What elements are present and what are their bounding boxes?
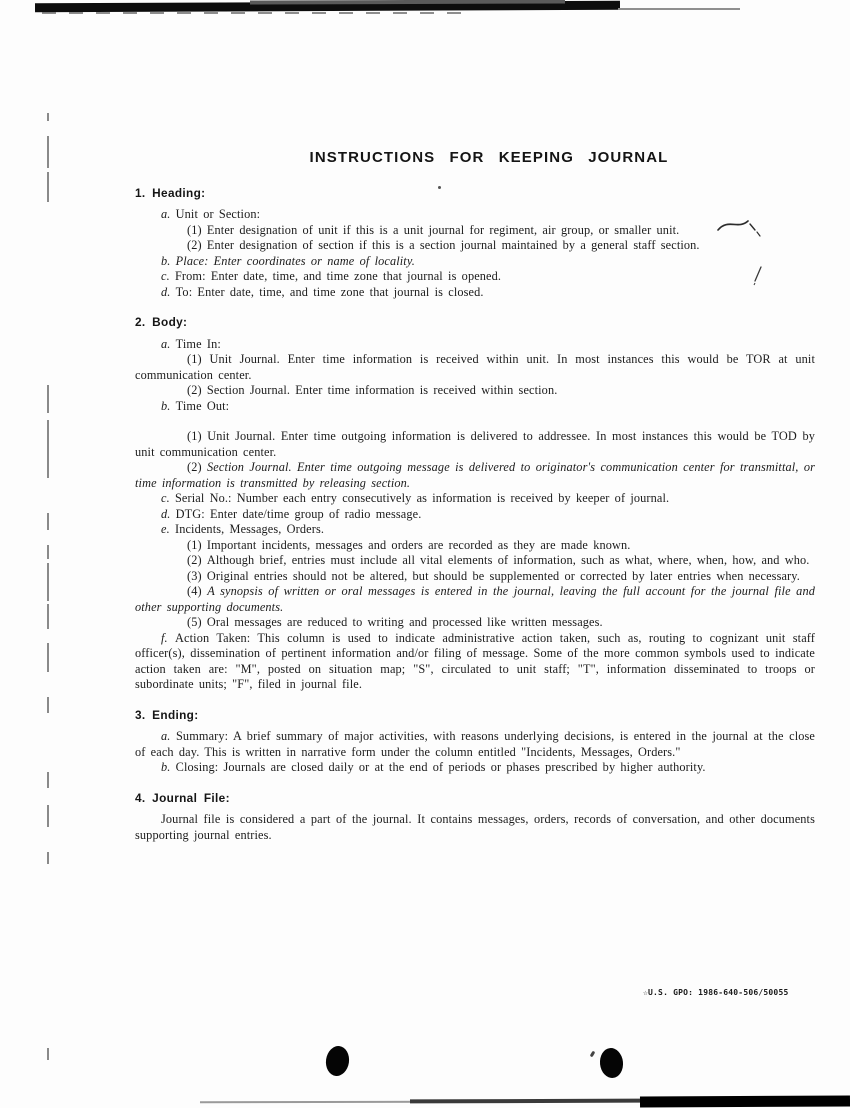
gpo-imprint: ☆U.S. GPO: 1986-640-506/50055 xyxy=(643,988,789,997)
scan-mark xyxy=(47,805,49,827)
scan-mark xyxy=(47,513,49,530)
paragraph-marker: a. xyxy=(161,336,171,351)
scan-bottom-line xyxy=(410,1099,660,1104)
section-heading: 1. Heading: xyxy=(135,185,206,200)
paragraph-marker: (3) xyxy=(187,568,202,583)
scan-mark xyxy=(47,772,49,788)
scan-mark xyxy=(47,643,49,672)
section-heading: 4. Journal File: xyxy=(135,790,230,805)
paragraph: c. From: Enter date, time, and time zone that journal is opened. xyxy=(161,269,502,283)
page-title: INSTRUCTIONS FOR KEEPING JOURNAL xyxy=(309,149,669,166)
paragraph-marker: c. xyxy=(161,269,170,283)
scan-mark xyxy=(47,172,49,202)
paragraph: (2) Section Journal. Enter time outgoing message is delivered to originator's communication center for transmittal, or time information is transmitted by releasing section. xyxy=(135,460,815,490)
scan-mark xyxy=(47,563,49,601)
paragraph: e. Incidents, Messages, Orders. xyxy=(161,522,325,536)
paragraph: b. Closing: Journals are closed daily or at the end of periods or phases prescribed by higher authority. xyxy=(161,760,706,774)
scan-edge-dashes xyxy=(42,12,472,14)
paragraph-marker: (5) xyxy=(187,615,202,629)
paragraph-marker: (2) xyxy=(187,460,202,474)
paragraph-marker: (4) xyxy=(187,584,202,598)
paragraph-marker: (2) xyxy=(187,238,202,252)
scan-mark xyxy=(47,113,49,121)
paragraph-marker: f. xyxy=(161,630,168,645)
paragraph: Journal file is considered a part of the journal. It contains messages, orders, records of conversation, and other documents supporting journal entries. xyxy=(135,812,815,842)
paragraph-marker: (1) xyxy=(187,429,202,443)
hole-punch-dot xyxy=(324,1045,351,1078)
paragraph: b. Time Out: xyxy=(161,398,230,413)
paragraph-marker: d. xyxy=(161,506,171,521)
paragraph: a. Unit or Section: xyxy=(161,207,261,221)
paragraph: (2) Enter designation of section if this is a section journal maintained by a general staff section. xyxy=(187,238,700,252)
document-body xyxy=(135,186,815,844)
paragraph-marker: b. xyxy=(161,760,171,774)
scan-speck xyxy=(590,1051,596,1058)
paragraph: (2) Section Journal. Enter time information is received within section. xyxy=(187,383,558,397)
scan-mark xyxy=(47,420,49,478)
paragraph-marker: (1) xyxy=(187,352,202,366)
scan-bottom-line xyxy=(200,1101,430,1104)
paragraph: a. Time In: xyxy=(161,336,221,351)
scan-mark xyxy=(47,385,49,413)
paragraph: a. Summary: A brief summary of major activities, with reasons underlying decisions, is entered in the journal at the close of each day. This is written in narrative form under the column entitled "Incidents, Messages, Orders." xyxy=(135,729,815,759)
paragraph: (3) Original entries should not be altered, but should be supplemented or corrected by later entries when necessary. xyxy=(187,568,800,583)
paragraph-marker: c. xyxy=(161,491,170,505)
paragraph-marker: (1) xyxy=(187,222,202,237)
paragraph: (4) A synopsis of written or oral messages is entered in the journal, leaving the full account for the journal file and other supporting documents. xyxy=(135,584,815,614)
paragraph: d. DTG: Enter date/time group of radio message. xyxy=(161,506,422,521)
scan-mark xyxy=(47,852,49,864)
document-content xyxy=(135,150,815,843)
paragraph-marker: (2) xyxy=(187,553,202,567)
paragraph-marker: (1) xyxy=(187,537,202,552)
paragraph: b. Place: Enter coordinates or name of locality. xyxy=(161,253,415,268)
scan-edge-bar-tail xyxy=(618,8,740,10)
section-heading: 2. Body: xyxy=(135,315,188,329)
scan-mark xyxy=(47,697,49,713)
paragraph-marker: a. xyxy=(161,207,171,221)
paragraph-marker: b. xyxy=(161,253,171,268)
paragraph: (1) Enter designation of unit if this is a unit journal for regiment, air group, or smaller unit. xyxy=(187,222,680,237)
paragraph: (5) Oral messages are reduced to writing and processed like written messages. xyxy=(187,615,603,629)
paragraph: f. Action Taken: This column is used to indicate administrative action taken, such as, routing to cognizant unit staff officer(s), dissemination of pertinent information and/or filing of message. Some of the more common symbols used to indicate action taken are: "M", posted on situation map; "S", circulated to unit staff; "T", information disseminated to troops or subordinate units; "F", filed in journal file. xyxy=(135,630,815,691)
paragraph-marker: e. xyxy=(161,522,170,536)
paragraph-marker: d. xyxy=(161,284,171,299)
scan-mark xyxy=(47,604,49,629)
scan-bottom-line xyxy=(640,1095,850,1107)
paragraph: c. Serial No.: Number each entry consecutively as information is received by keeper of journal. xyxy=(161,491,670,505)
scan-mark xyxy=(47,1048,49,1060)
paragraph: (1) Important incidents, messages and orders are recorded as they are made known. xyxy=(187,537,631,552)
hole-punch-dot xyxy=(598,1047,624,1079)
scan-mark xyxy=(47,545,49,559)
paragraph-marker: a. xyxy=(161,729,171,743)
scan-mark xyxy=(47,136,49,168)
section-heading: 3. Ending: xyxy=(135,707,199,722)
paragraph-marker: (2) xyxy=(187,383,202,397)
paragraph-marker: b. xyxy=(161,398,171,413)
paragraph: d. To: Enter date, time, and time zone that journal is closed. xyxy=(161,284,484,299)
paragraph: (1) Unit Journal. Enter time information is received within unit. In most instances this would be TOR at unit communication center. xyxy=(135,352,815,382)
paragraph: (1) Unit Journal. Enter time outgoing information is delivered to addressee. In most instances this would be TOD by unit communication center. xyxy=(135,429,815,459)
paragraph: (2) Although brief, entries must include all vital elements of information, such as what, where, when, how, and who. xyxy=(187,553,810,567)
